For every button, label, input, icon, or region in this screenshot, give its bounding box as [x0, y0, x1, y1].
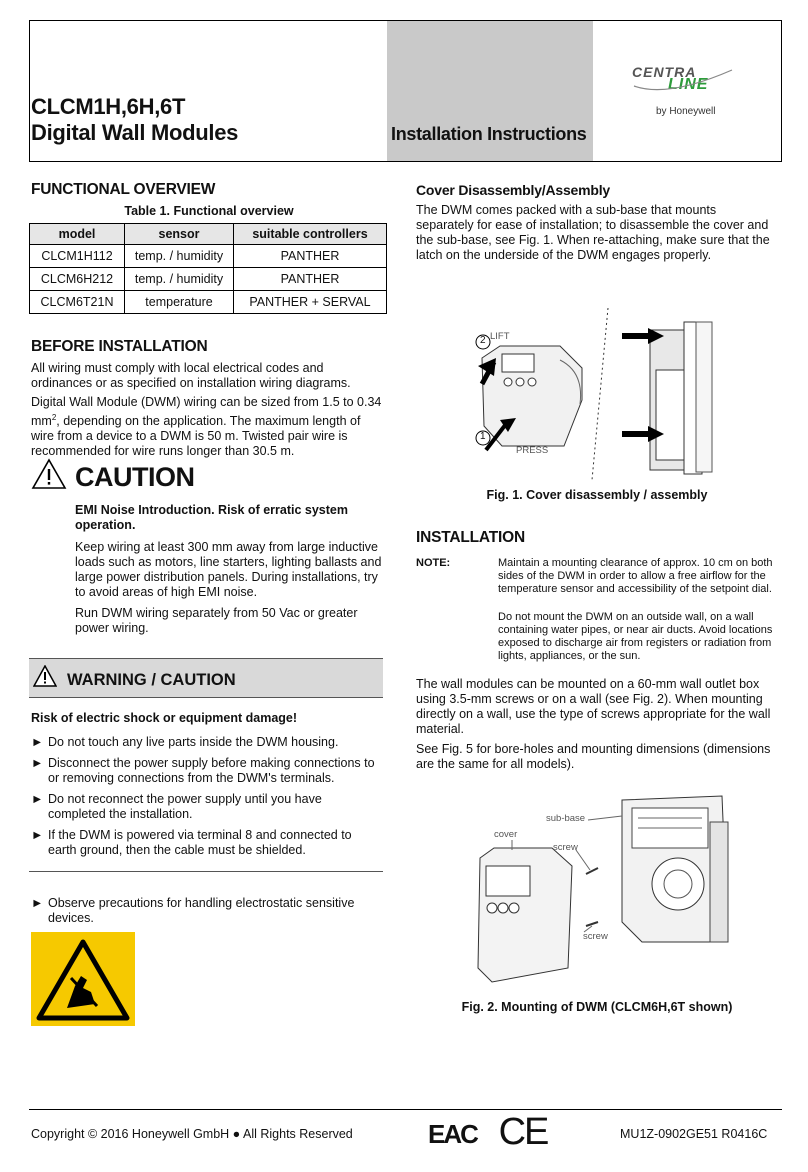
list-item: ► Do not reconnect the power supply until you have completed the installation. — [31, 792, 322, 821]
table-cell: PANTHER — [234, 245, 387, 268]
fig1-press-label: PRESS — [516, 445, 549, 456]
esd-bullet: ► Observe precautions for handling electrostatic sensitive devices. — [31, 896, 355, 925]
warning-bullet-list — [31, 735, 376, 858]
caution-subtitle: EMI Noise Introduction. Risk of erratic system operation. — [75, 503, 348, 532]
table-cell: CLCM1H112 — [30, 245, 125, 268]
fig1-lift-label: LIFT — [490, 331, 510, 342]
list-item: ► Disconnect the power supply before making connections to or removing connections from the DWM's terminals. — [31, 756, 375, 785]
cover-heading: Cover Disassembly/Assembly — [416, 182, 611, 198]
table-cell: temp. / humidity — [125, 245, 234, 268]
installation-paragraph-1: The wall modules can be mounted on a 60-mm wall outlet box using 3.5-mm screws or on a wall (see Fig. 2). When mounting directly on a wall, use the type of screws appropriate for the wall material. — [416, 677, 771, 736]
column-header: sensor — [125, 224, 234, 245]
caution-triangle-icon — [31, 458, 67, 490]
installation-paragraph-2: See Fig. 5 for bore-holes and mounting dimensions (dimensions are the same for all models). — [416, 742, 771, 771]
table-caption: Table 1. Functional overview — [124, 204, 294, 218]
warning-subtitle: Risk of electric shock or equipment damage! — [31, 711, 298, 725]
caution-paragraph-2: Run DWM wiring separately from 50 Vac or greater power wiring. — [75, 606, 358, 635]
table-header-row — [30, 224, 387, 245]
table-row — [30, 268, 387, 291]
table-cell: temperature — [125, 291, 234, 314]
footer-copyright: Copyright © 2016 Honeywell GmbH ● All Rights Reserved — [31, 1127, 353, 1141]
fig2-subbase-label: sub-base — [546, 813, 586, 824]
warning-triangle-icon — [33, 665, 57, 687]
table-cell: PANTHER + SERVAL — [234, 291, 387, 314]
title-line-2: Digital Wall Modules — [31, 120, 239, 145]
logo-swoosh-icon — [628, 60, 748, 100]
cover-paragraph: The DWM comes packed with a sub-base that mounts separately for ease of installation; to disassemble the cover and the sub-base, see Fig. 1. When re-attaching, make sure that the latch on the underside of the DWM engages properly. — [416, 203, 770, 262]
fig1-step-1: 1 — [480, 431, 486, 442]
table-cell: CLCM6H212 — [30, 268, 125, 291]
table-row — [30, 245, 387, 268]
warning-title: WARNING / CAUTION — [67, 671, 236, 689]
centraline-logo: CENTRA LINE by Honeywell — [628, 60, 748, 120]
functional-table — [29, 223, 387, 314]
title-line-1: CLCM1H,6H,6T — [31, 94, 186, 119]
ce-mark: CE — [498, 1111, 548, 1153]
before-paragraph-1: All wiring must comply with local electrical codes and ordinances or as specified on installation wiring diagrams. — [31, 361, 351, 390]
figure-1-caption: Fig. 1. Cover disassembly / assembly — [486, 488, 708, 502]
footer-divider — [29, 1109, 782, 1110]
table-cell: PANTHER — [234, 268, 387, 291]
list-item: ► Do not touch any live parts inside the DWM housing. — [31, 735, 339, 749]
figure-2-caption: Fig. 2. Mounting of DWM (CLCM6H,6T shown) — [461, 1000, 733, 1014]
before-paragraph-2: Digital Wall Module (DWM) wiring can be sized from 1.5 to 0.34 $mm^2$, depending on the application. The maximum length of wire from a device to a DWM is 50 m. Twisted pair wire is recommended for wire runs longer than 30.5 m. — [31, 395, 382, 459]
installation-heading: INSTALLATION — [416, 529, 525, 546]
note-paragraph-2: Do not mount the DWM on an outside wall, on a wall containing water pipes, or near air ducts. Avoid locations exposed to discharge air from registers or radiation from lights, appliances, or the sun. — [498, 611, 773, 662]
fig2-cover-label: cover — [494, 829, 518, 840]
caution-paragraph-1: Keep wiring at least 300 mm away from large inductive loads such as motors, line starters, lighting ballasts and large power distribution panels. During installations, try to avoid areas of high EMI noise. — [75, 540, 382, 599]
footer-doc-number: MU1Z-0902GE51 R0416C — [620, 1127, 768, 1141]
fig1-step-2: 2 — [480, 335, 486, 346]
table-cell: CLCM6T21N — [30, 291, 125, 314]
warning-divider — [29, 871, 383, 872]
screw-2-icon — [586, 922, 598, 926]
fig2-screw-label-2: screw — [583, 931, 608, 942]
column-header: suitable controllers — [234, 224, 387, 245]
screw-1-icon — [586, 868, 598, 874]
note-paragraph-1: Maintain a mounting clearance of approx. 10 cm on both sides of the DWM in order to allow a free airflow for the temperature sensor and accessibility of the setpoint dial. — [498, 557, 773, 595]
fig2-screw-label-1: screw — [553, 842, 578, 853]
functional-overview-heading: FUNCTIONAL OVERVIEW — [31, 181, 216, 198]
doc-type: Installation Instructions — [391, 124, 587, 144]
table-cell: temp. / humidity — [125, 268, 234, 291]
list-item: ► If the DWM is powered via terminal 8 and connected to earth ground, then the cable must be shielded. — [31, 828, 352, 857]
figure-2-illustration — [472, 792, 738, 988]
eac-mark: EAC — [428, 1119, 477, 1149]
column-header: model — [30, 224, 125, 245]
caution-title: CAUTION — [75, 462, 195, 492]
note-label: NOTE: — [416, 557, 451, 569]
before-installation-heading: BEFORE INSTALLATION — [31, 338, 208, 355]
figure-1-illustration — [472, 300, 732, 480]
table-row — [30, 291, 387, 314]
esd-warning-icon — [31, 932, 135, 1026]
